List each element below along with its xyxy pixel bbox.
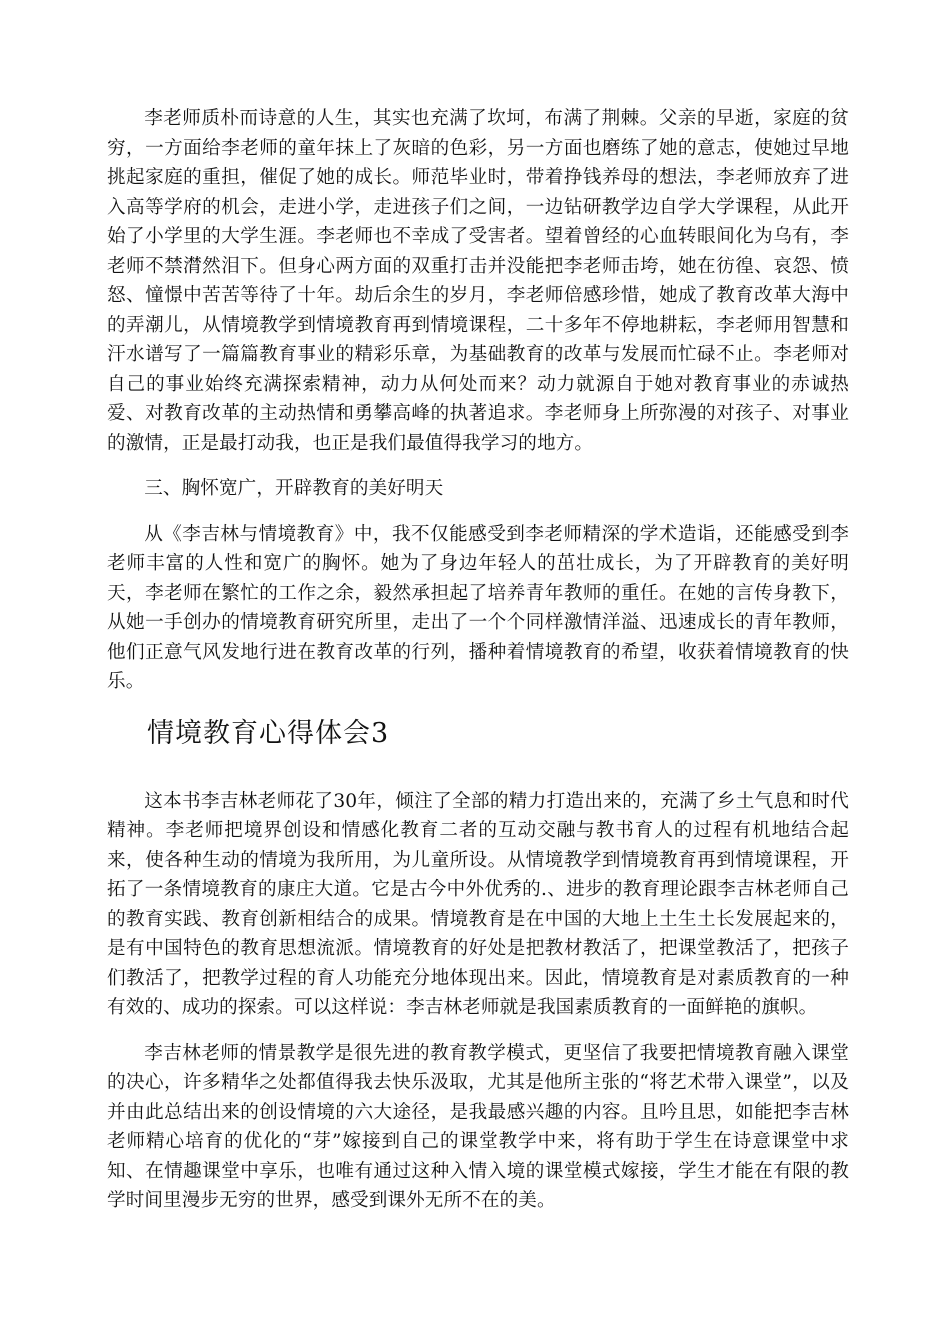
section-title-3: 三、胸怀宽广，开辟教育的美好明天 — [144, 478, 444, 499]
paragraph-spacer — [107, 504, 849, 520]
document-page — [107, 104, 849, 1216]
paragraph-teaching-model: 李吉林老师的情景教学是很先进的教育教学模式，更坚信了我要把情境教育融入课堂的决心，许多精华之处都值得我去快乐汲取，尤其是他所主张的“将艺术带入课堂”，以及并由此总结出来的创设情境的六大途径，是我最感兴趣的内容。且吟且思，如能把李吉林老师精心培育的优化的“芽”嫁接到自己的课堂教学中来，将有助于学生在诗意课堂中求知、在情趣课堂中享乐，也唯有通过这种入情入境的课堂模式嫁接，学生才能在有限的教学时间里漫步无穷的世界，感受到课外无所不在的美。 — [107, 1042, 849, 1211]
paragraph-spacer — [107, 1023, 849, 1039]
heading-spacer — [107, 755, 849, 787]
document-heading: 情境教育心得体会3 — [147, 717, 390, 749]
paragraph-broad-mind: 从《李吉林与情境教育》中，我不仅能感受到李老师精深的学术造诣，还能感受到李老师丰富的人性和宽广的胸怀。她为了身边年轻人的茁壮成长，为了开辟教育的美好明天，李老师在繁忙的工作之余，毅然承担起了培养青年教师的重任。在她的言传身教下，从她一手创办的情境教育研究所里，走出了一个个同样激情洋溢、迅速成长的青年教师，他们正意气风发地行进在教育改革的行列，播种着情境教育的希望，收获着情境教育的快乐。 — [107, 523, 849, 692]
paragraph-spacer — [107, 458, 849, 474]
paragraph-book-summary: 这本书李吉林老师花了30年，倾注了全部的精力打造出来的，充满了乡土气息和时代精神。李老师把境界创设和情感化教育二者的互动交融与教书育人的过程有机地结合起来，使各种生动的情境为我所用，为儿童所设。从情境教学到情境教育再到情境课程，开拓了一条情境教育的康庄大道。它是古今中外优秀的.、进步的教育理论跟李吉林老师自己的教育实践、教育创新相结合的成果。情境教育是在中国的大地上土生土长发展起来的，是有中国特色的教育思想流派。情境教育的好处是把教材教活了，把课堂教活了，把孩子们教活了，把教学过程的育人功能充分地体现出来。因此，情境教育是对素质教育的一种有效的、成功的探索。可以这样说：李吉林老师就是我国素质教育的一面鲜艳的旗帜。 — [107, 790, 849, 1018]
paragraph-li-teacher-life: 李老师质朴而诗意的人生，其实也充满了坎坷，布满了荆棘。父亲的早逝，家庭的贫穷，一方面给李老师的童年抹上了灰暗的色彩，另一方面也磨练了她的意志，使她过早地挑起家庭的重担，催促了她的成长。师范毕业时，带着挣钱养母的想法，李老师放弃了进入高等学府的机会，走进小学，走进孩子们之间，一边钻研教学边自学大学课程，从此开始了小学里的大学生涯。李老师也不幸成了受害者。望着曾经的心血转眼间化为乌有，李老师不禁潸然泪下。但身心两方面的双重打击并没能把李老师击垮，她在彷徨、哀怨、愤怒、憧憬中苦苦等待了十年。劫后余生的岁月，李老师倍感珍惜，她成了教育改革大海中的弄潮儿，从情境教学到情境教育再到情境课程，二十多年不停地耕耘，李老师用智慧和汗水谱写了一篇篇教育事业的精彩乐章，为基础教育的改革与发展而忙碌不止。李老师对自己的事业始终充满探索精神，动力从何处而来？动力就源自于她对教育事业的赤诚热爱、对教育改革的主动热情和勇攀高峰的执著追求。李老师身上所弥漫的对孩子、对事业的激情，正是最打动我，也正是我们最值得我学习的地方。 — [107, 108, 849, 454]
